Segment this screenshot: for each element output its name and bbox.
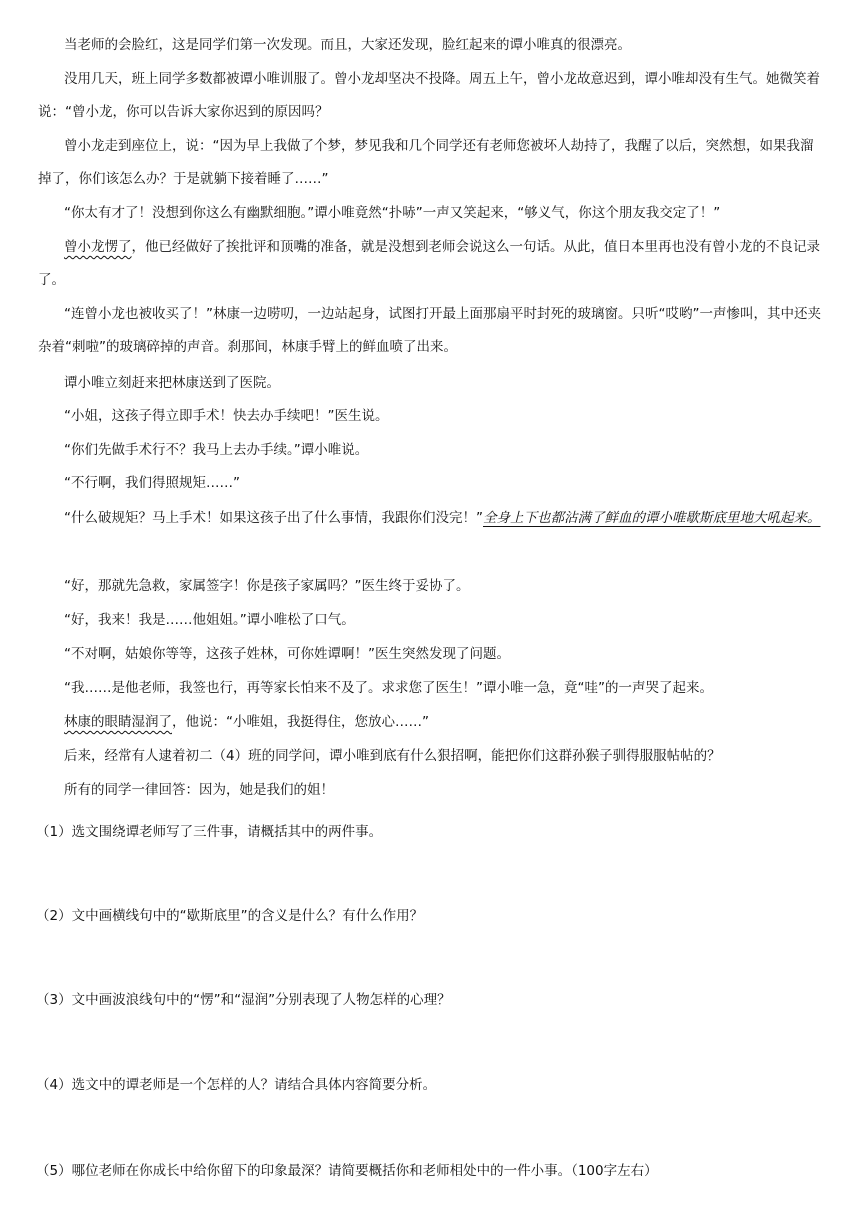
paragraph-11-start: “什么破规矩？马上手术！如果这孩子出了什么事情，我跟你们没完！” bbox=[64, 510, 483, 526]
question-3: （3）文中画波浪线句中的“愣”和“湿润”分别表现了人物怎样的心理？ bbox=[36, 992, 451, 1008]
paragraph-10: “不行啊，我们得照规矩……” bbox=[64, 475, 240, 491]
paragraph-5 bbox=[38, 231, 826, 297]
question-1: （1）选文围绕谭老师写了三件事，请概括其中的两件事。 bbox=[36, 824, 383, 840]
paragraph-4: “你太有才了！没想到你这么有幽默细胞。”谭小唯竟然“扑哧”一声又笑起来，“够义气，你这个朋友我交定了！” bbox=[64, 205, 721, 221]
paragraph-12: “好，那就先急救，家属签字！你是孩子家属吗？”医生终于妥协了。 bbox=[64, 578, 470, 594]
paragraph-16-rest: ，他说：“小唯姐，我挺得住，您放心……” bbox=[172, 714, 429, 730]
paragraph-7: 谭小唯立刻赶来把林康送到了医院。 bbox=[64, 375, 280, 391]
paragraph-9: “你们先做手术行不？我马上去办手续。”谭小唯说。 bbox=[64, 442, 369, 458]
paragraph-6: “连曾小龙也被收买了！”林康一边唠叨，一边站起身，试图打开最上面那扇平时封死的玻璃窗。只听“哎哟”一声惨叫，其中还夹杂着“刺啦”的玻璃碎掉的声音。刹那间，林康手臂上的鲜血喷了出来。 bbox=[38, 306, 821, 355]
question-4: （4）选文中的谭老师是一个怎样的人？请结合具体内容简要分析。 bbox=[36, 1077, 437, 1093]
paragraph-15: “我……是他老师，我签也行，再等家长怕来不及了。求求您了医生！”谭小唯一急，竟“哇”的一声哭了起来。 bbox=[64, 680, 713, 696]
paragraph-18: 所有的同学一律回答：因为，她是我们的姐！ bbox=[64, 782, 334, 798]
question-2: （2）文中画横线句中的“歇斯底里”的含义是什么？有什么作用？ bbox=[36, 908, 424, 924]
question-5: （5）哪位老师在你成长中给你留下的印象最深？请简要概括你和老师相处中的一件小事。（100字左右） bbox=[36, 1163, 658, 1179]
underlined-sentence: 全身上下也都沾满了鲜血的谭小唯歇斯底里地大吼起来。 bbox=[483, 510, 821, 526]
paragraph-16 bbox=[38, 706, 826, 739]
paragraph-13: “好，我来！我是……他姐姐。”谭小唯松了口气。 bbox=[64, 612, 355, 628]
paragraph-8: “小姐，这孩子得立即手术！快去办手续吧！”医生说。 bbox=[64, 408, 389, 424]
paragraph-14: “不对啊，姑娘你等等，这孩子姓林，可你姓谭啊！”医生突然发现了问题。 bbox=[64, 646, 510, 662]
paragraph-5-rest: ，他已经做好了挨批评和顶嘴的准备，就是没想到老师会说这么一句话。从此，值日本里再也没有曾小龙的不良记录了。 bbox=[38, 239, 820, 288]
paragraph-11 bbox=[38, 502, 826, 535]
paragraph-2: 没用几天，班上同学多数都被谭小唯训服了。曾小龙却坚决不投降。周五上午，曾小龙故意迟到，谭小唯却没有生气。她微笑着说：“曾小龙，你可以告诉大家你迟到的原因吗？ bbox=[38, 71, 820, 120]
paragraph-1: 当老师的会脸红，这是同学们第一次发现。而且，大家还发现，脸红起来的谭小唯真的很漂亮。 bbox=[64, 37, 631, 53]
paragraph-17: 后来，经常有人逮着初二（4）班的同学问，谭小唯到底有什么狠招啊，能把你们这群孙猴子驯得服服帖帖的？ bbox=[64, 748, 721, 764]
wavy-underlined-sentence-1: 曾小龙愣了 bbox=[64, 239, 132, 255]
wavy-underlined-sentence-2: 林康的眼睛湿润了 bbox=[64, 714, 172, 730]
paragraph-3: 曾小龙走到座位上，说：“因为早上我做了个梦，梦见我和几个同学还有老师您被坏人劫持了，我醒了以后，突然想，如果我溜掉了，你们该怎么办？于是就躺下接着睡了……” bbox=[38, 138, 814, 187]
